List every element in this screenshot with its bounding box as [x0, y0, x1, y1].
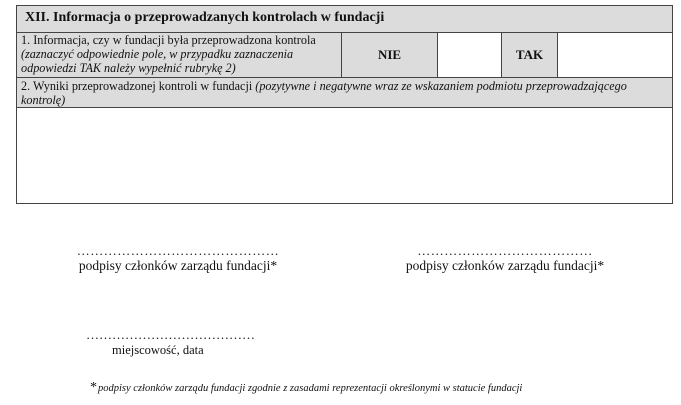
inspection-info-form	[16, 5, 673, 204]
place-date-line[interactable]: …………………………………	[86, 327, 255, 342]
question-1-label: 1. Informacja, czy w fundacji była przeprowadzona kontrola	[21, 33, 316, 47]
signature-block-right	[390, 244, 620, 274]
footnote	[90, 380, 522, 396]
question-2-label: 2. Wyniki przeprowadzonej kontroli w fundacji	[21, 79, 253, 93]
section-header	[17, 6, 672, 33]
section-title: XII. Informacja o przeprowadzanych kontrolach w fundacji	[25, 10, 385, 25]
option-no-label: NIE	[342, 33, 438, 77]
question-1-row	[17, 33, 672, 78]
question-2-answer-field[interactable]	[17, 108, 672, 203]
option-yes-checkbox[interactable]	[558, 33, 672, 77]
place-date-label: miejscowość, data	[112, 343, 204, 357]
question-1-text	[17, 33, 342, 77]
signature-line-right[interactable]: …………………………………	[417, 243, 593, 258]
question-2-row	[17, 78, 672, 108]
option-no-checkbox[interactable]	[438, 33, 502, 77]
place-date-block	[86, 328, 286, 358]
signature-label-left: podpisy członków zarządu fundacji*	[78, 258, 278, 273]
question-2-instruction: (pozytywne i negatywne wraz ze wskazaniem podmiotu przeprowadzającego kontrolę)	[21, 79, 627, 107]
signature-label-right: podpisy członków zarządu fundacji*	[405, 258, 605, 273]
footnote-asterisk: *	[90, 380, 97, 395]
question-1-instruction: (zaznaczyć odpowiednie pole, w przypadku zaznaczenia odpowiedzi TAK należy wypełnić rubrykę 2)	[21, 46, 294, 75]
footnote-text: podpisy członków zarządu fundacji zgodnie z zasadami reprezentacji określonymi w statucie fundacji	[98, 383, 523, 394]
signature-line-left[interactable]: ………………………………………	[76, 243, 280, 258]
signature-block-left	[58, 244, 298, 274]
option-yes-label: TAK	[502, 33, 558, 77]
